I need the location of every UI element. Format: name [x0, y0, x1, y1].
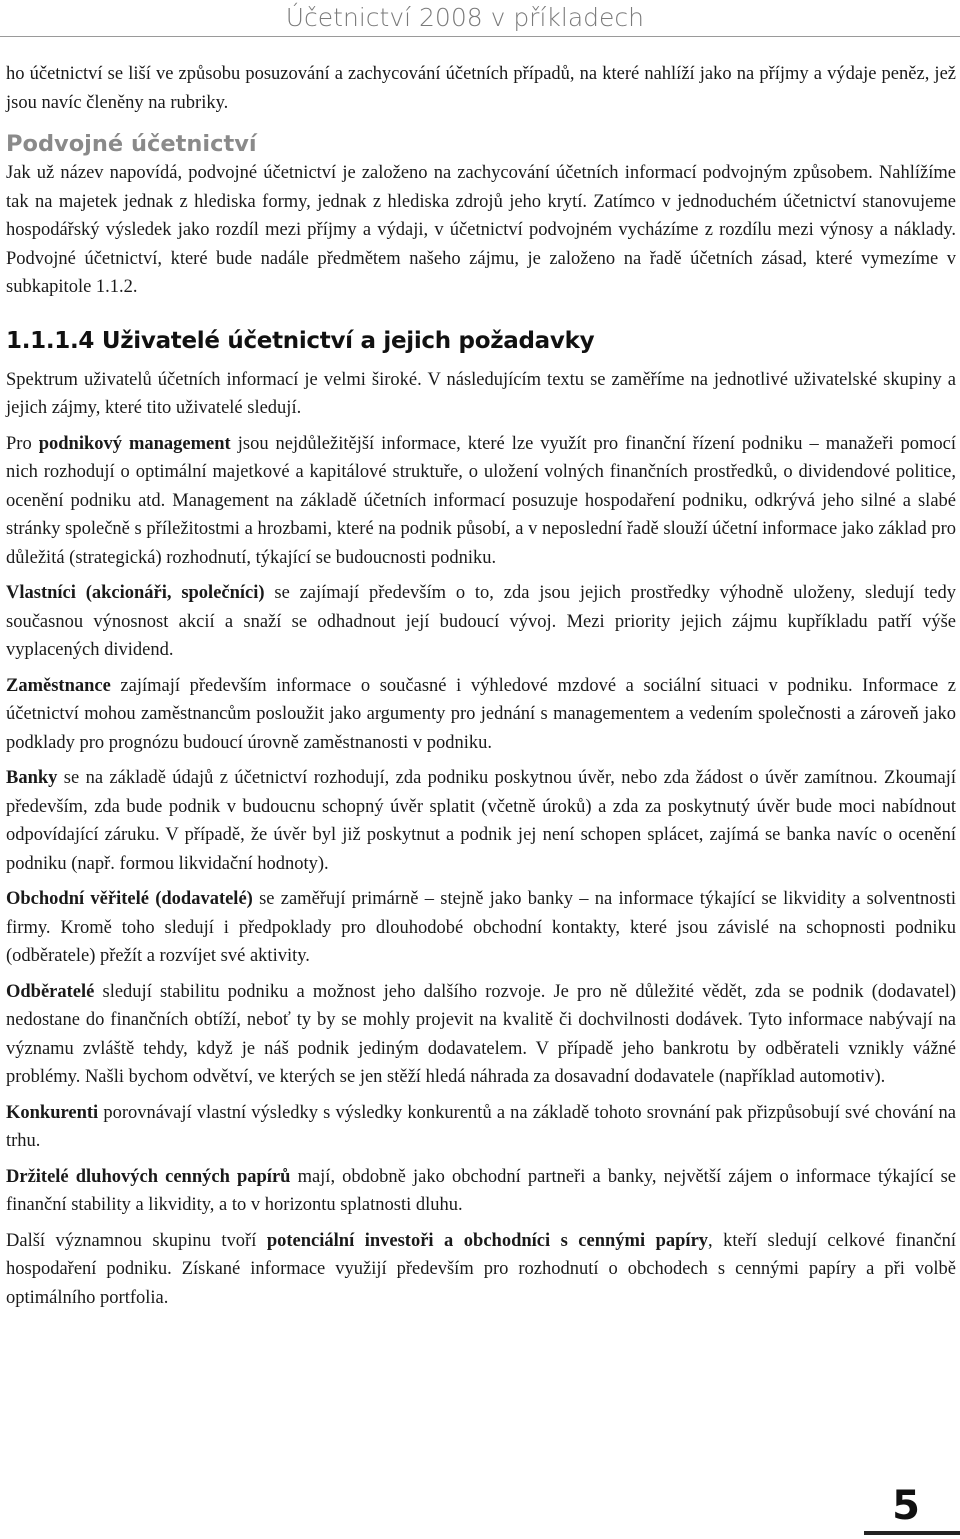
- users-intro-paragraph: Spektrum uživatelů účetních informací je velmi široké. V následujícím textu se zaměříme na jednotlivé uživatelské skupiny a jejich zájmy, které tito uživatelé sledují.: [6, 369, 956, 418]
- text-after: se na základě údajů z účetnictví rozhodují, zda podniku poskytnou úvěr, nebo zda žádost o úvěr zamítnou. Zkoumají především, zda bude podnik v budoucnu schopný úvěr splatit (včetně úroků) a zda za poskytnutý úvěr bude moci nabídnout odpovídající záruku. V případě, že úvěr byl již poskytnut a podnik jej není schopen splácet, zajímá se banka navíc o ocenění podniku (např. formou likvidační hodnoty).: [6, 768, 956, 874]
- header-divider: [0, 36, 960, 37]
- paragraph-owners: [6, 579, 956, 665]
- text-after: sledují stabilitu podniku a možnost jeho dalšího rozvoje. Je pro ně důležité vědět, zda se podnik (dodavatel) nedostane do finančních obtíží, neboť ty by se mohly projevit na kvalitě či dochvilnosti dodávek. Tyto informace nabývají na významu zvláště tehdy, když je náš podnik jediným dodavatelem. V případě jeho bankrotu by odběrateli vznikly vážné problémy. Našli bychom odvětví, ve kterých se jen stěží hledá náhrada za dosavadní dodavatele (například automotiv).: [6, 981, 956, 1087]
- text-after: , kteří sledují celkové finanční hospodaření podniku. Získané informace využijí především pro rozhodnutí o obchodech s cennými papíry a při volbě optimálního portfolia.: [6, 1230, 956, 1308]
- paragraph-employees: [6, 672, 956, 758]
- text-before: Další významnou skupinu tvoří: [6, 1230, 267, 1251]
- term-banks: Banky: [6, 768, 58, 788]
- text-before: Pro: [6, 433, 39, 454]
- term-bondholders: Držitelé dluhových cenných papírů: [6, 1166, 291, 1187]
- paragraph-bondholders: [6, 1163, 956, 1220]
- term-management: podnikový management: [38, 433, 231, 454]
- text-after: mají, obdobně jako obchodní partneři a banky, největší zájem o informace týkající se finanční stability a likvidity, a to v horizontu splatnosti dluhu.: [6, 1166, 956, 1215]
- text-after: se zajímají především o to, zda jsou jejich prostředky výhodně uloženy, sledují tedy současnou výnosnost akcií a snaží se odhadnout její budoucí vývoj. Mezi priority jejich zájmu kupříkladu patří výše vyplacených dividend.: [6, 583, 956, 660]
- page-content: [6, 60, 956, 1319]
- paragraph-competitors: [6, 1099, 956, 1156]
- paragraph-management: [6, 430, 956, 573]
- text-after: jsou nejdůležitější informace, které lze využít pro finanční řízení podniku – manažeři pomocí nich rozhodují o optimální majetkové a kapitálové struktuře, o uložení volných finančních prostředků, o dividendové politice, ocenění podniku atd. Management na základě účetních informací posuzuje hospodaření podniku, odkrývá jeho silné a slabé stránky společně s příležitostmi a hrozbami, které na podnik působí, a v neposlední řadě slouží účetní informace jako základ pro důležitá (strategická) rozhodnutí, týkající se budoucnosti podniku.: [6, 433, 957, 568]
- paragraph-banks: [6, 764, 956, 878]
- term-customers: Odběratelé: [6, 981, 95, 1002]
- intro-paragraph: ho účetnictví se liší ve způsobu posuzování a zachycování účetních případů, na které nahlíží jako na příjmy a výdaje peněz, jež jsou navíc členěny na rubriky.: [6, 64, 956, 113]
- subsection-heading-users: 1.1.1.4 Uživatelé účetnictví a jejich požadavky: [6, 327, 595, 354]
- paragraph-investors: [6, 1227, 956, 1313]
- text-after: zajímají především informace o současné i výhledové mzdové a sociální situaci v podniku. Informace z účetnictví mohou zaměstnancům posloužit jako argumenty pro jednání s managementem a vedením společnosti a zároveň jako podklady pro prognózu budoucí úrovně zaměstnanosti v podniku.: [6, 675, 956, 753]
- paragraph-creditors: [6, 885, 956, 971]
- term-owners: Vlastníci (akcionáři, společníci): [6, 583, 265, 603]
- text-after: porovnávají vlastní výsledky s výsledky konkurentů a na základě tohoto srovnání pak přizpůsobují své chování na trhu.: [6, 1102, 956, 1151]
- term-creditors: Obchodní věřitelé (dodavatelé): [6, 889, 253, 909]
- term-employees: Zaměstnance: [6, 675, 111, 696]
- text-after: se zaměřují primárně – stejně jako banky – na informace týkající se likvidity a solventnosti firmy. Kromě toho sledují i předpoklady pro dlouhodobé obchodní kontakty, které jsou závislé na schopnosti podniku (odběratele) přežít a rozvíjet své aktivity.: [6, 889, 956, 966]
- paragraph-customers: [6, 978, 956, 1092]
- running-header: Účetnictví 2008 v příkladech: [285, 3, 644, 32]
- term-investors: potenciální investoři a obchodníci s cennými papíry: [266, 1230, 709, 1251]
- page-number-underline: [864, 1531, 960, 1535]
- page-number: 5: [892, 1483, 920, 1529]
- term-competitors: Konkurenti: [6, 1102, 99, 1123]
- double-entry-paragraph: Jak už název napovídá, podvojné účetnictví je založeno na zachycování účetních informací podvojným způsobem. Nahlížíme tak na majetek jednak z hlediska formy, jednak z hlediska zdrojů jeho krytí. Zatímco v jednoduchém účetnictví stanovujeme hospodářský výsledek jako rozdíl mezi příjmy a výdaji, v účetnictví podvojném vycházíme z rozdílu mezi výnosy a náklady. Podvojné účetnictví, které bude nadále předmětem našeho zájmu, je založeno na řadě účetních zásad, které vymezíme v subkapitole 1.1.2.: [6, 163, 956, 297]
- section-heading-double-entry: Podvojné účetnictví: [6, 131, 257, 157]
